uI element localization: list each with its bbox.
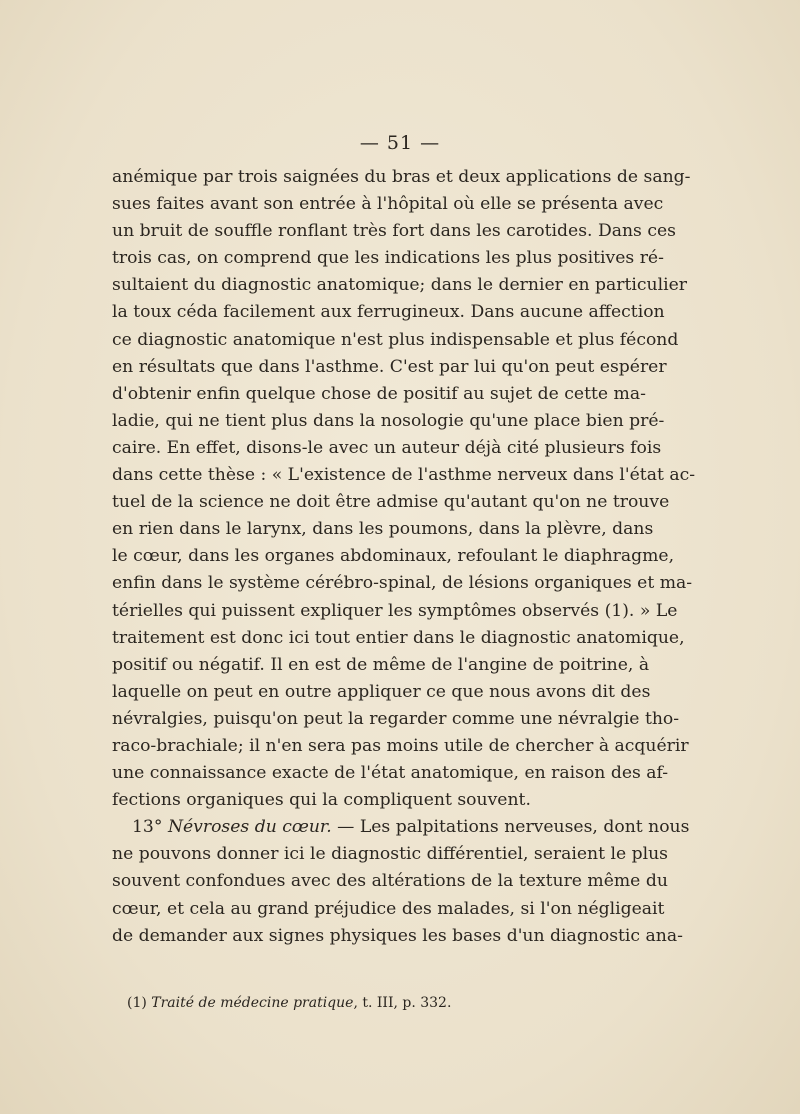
text-line: sultaient du diagnostic anatomique; dans le dernier en particulier <box>112 275 687 296</box>
text-line: fections organiques qui la compliquent souvent. <box>112 790 531 811</box>
footnote-marker: (1) <box>127 995 152 1011</box>
text-line: névralgies, puisqu'on peut la regarder comme une névralgie tho- <box>112 708 680 729</box>
text-line: sues faites avant son entrée à l'hôpital où elle se présenta avec <box>112 194 664 215</box>
paragraph-1 <box>112 164 696 814</box>
text-line: traitement est donc ici tout entier dans le diagnostic anatomique, <box>112 627 685 648</box>
body-text <box>112 164 696 950</box>
footnote-title: Traité de médecine pratique <box>151 995 354 1011</box>
text-line: un bruit de souffle ronflant très fort dans les carotides. Dans ces <box>112 221 676 242</box>
text-line: dans cette thèse : « L'existence de l'asthme nerveux dans l'état ac- <box>112 465 696 486</box>
text-line: le cœur, dans les organes abdominaux, refoulant le diaphragme, <box>112 546 675 567</box>
text-line: ce diagnostic anatomique n'est plus indispensable et plus fécond <box>112 329 679 350</box>
text-line: en rien dans le larynx, dans les poumons, dans la plèvre, dans <box>112 519 654 540</box>
paragraph-2 <box>112 814 690 949</box>
footnote-rest: , t. III, p. 332. <box>353 995 452 1011</box>
section-heading: Névroses du cœur. <box>167 817 332 838</box>
footnote <box>127 995 451 1011</box>
text-line: laquelle on peut en outre appliquer ce que nous avons dit des <box>112 681 651 702</box>
page-number: — 51 — <box>359 132 441 154</box>
text-line: une connaissance exacte de l'état anatomique, en raison des af- <box>112 763 669 784</box>
text-line: d'obtenir enfin quelque chose de positif au sujet de cette ma- <box>112 383 646 404</box>
text-line: térielles qui puissent expliquer les symptômes observés (1). » Le <box>112 600 678 621</box>
text-line: cœur, et cela au grand préjudice des malades, si l'on négligeait <box>112 898 665 919</box>
paragraph-2-first-line <box>112 814 690 841</box>
section-number: 13° <box>132 817 168 838</box>
text-line: raco-brachiale; il n'en sera pas moins utile de chercher à acquérir <box>112 735 689 756</box>
text-line: anémique par trois saignées du bras et deux applications de sang- <box>112 167 691 187</box>
text-line: trois cas, on comprend que les indications les plus positives ré- <box>112 248 664 269</box>
text-line: souvent confondues avec des altérations de la texture même du <box>112 871 668 892</box>
text-line: ne pouvons donner ici le diagnostic différentiel, seraient le plus <box>112 844 668 865</box>
text-line: enfin dans le système cérébro-spinal, de lésions organiques et ma- <box>112 573 693 594</box>
text-line: la toux céda facilement aux ferrugineux. Dans aucune affection <box>112 302 665 323</box>
text-line: positif ou négatif. Il en est de même de l'angine de poitrine, à <box>112 654 650 675</box>
text-line: de demander aux signes physiques les bases d'un diagnostic ana- <box>112 925 683 946</box>
text-line: ladie, qui ne tient plus dans la nosologie qu'une place bien pré- <box>112 410 665 431</box>
text-line: en résultats que dans l'asthme. C'est par lui qu'on peut espérer <box>112 356 667 377</box>
first-line-rest: — Les palpitations nerveuses, dont nous <box>331 817 690 838</box>
text-line: tuel de la science ne doit être admise qu'autant qu'on ne trouve <box>112 492 670 513</box>
text-line: caire. En effet, disons-le avec un auteur déjà cité plusieurs fois <box>112 437 662 458</box>
